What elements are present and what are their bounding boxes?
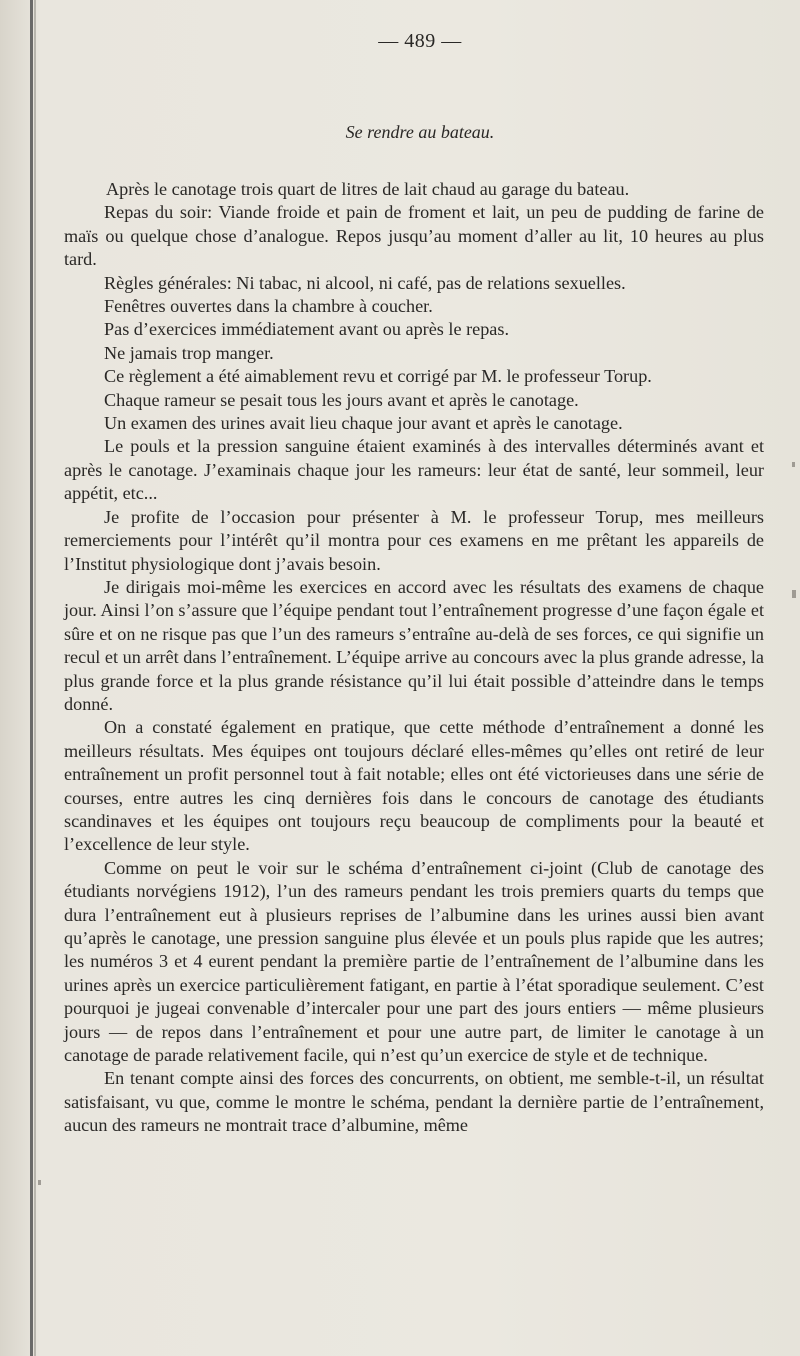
- binding-edge: [30, 0, 33, 1356]
- binding-shadow: [34, 0, 36, 1356]
- paragraph: Fenêtres ouvertes dans la chambre à coucher.: [104, 296, 433, 317]
- scan-speck: [38, 1180, 41, 1185]
- page-number: — 489 —: [378, 30, 462, 52]
- paragraph: Un examen des urines avait lieu chaque jour avant et après le canotage.: [104, 413, 623, 434]
- body-text: [64, 178, 764, 1138]
- paragraph: Je profite de l’occasion pour présenter à M. le professeur Torup, mes meilleurs remerciements pour l’intérêt qu’il montra pour ces examens en me prêtant les appareils de l’Institut physiologique dont j’avais besoin.: [64, 506, 764, 574]
- paragraph: Ce règlement a été aimablement revu et corrigé par M. le professeur Torup.: [104, 366, 652, 387]
- section-title: Se rendre au bateau.: [345, 122, 495, 142]
- paragraph: Pas d’exercices immédiatement avant ou après le repas.: [104, 319, 510, 340]
- paragraph: Comme on peut le voir sur le schéma d’entraînement ci-joint (Club de canotage des étudiants norvégiens 1912), l’un des rameurs pendant les trois premiers quarts du temps que dura l’entraînement eut à plusieurs reprises de l’albumine dans les urines aussi bien avant qu’après le canotage, une pression sanguine plus élevée et un pouls plus rapide que les autres; les numéros 3 et 4 eurent pendant la première partie de l’entraînement de l’albumine dans les urines après un exercice particulièrement fatigant, en partie à l’état sporadique seulement. C’est pourquoi je jugeai convenable d’intercaler pour une part des jours entiers — même plusieurs jours — de repos dans l’entraînement et pour une autre part, de limiter le canotage à un canotage de parade relativement facile, qui n’est qu’un exercice de style et de technique.: [64, 857, 764, 1066]
- paragraph: Ne jamais trop manger.: [104, 342, 274, 363]
- paragraph: Repas du soir: Viande froide et pain de froment et lait, un peu de pudding de farine de maïs ou quelque chose d’analogue. Repos jusqu’au moment d’aller au lit, 10 heures au plus tard.: [64, 202, 764, 270]
- paragraph: Chaque rameur se pesait tous les jours avant et après le canotage.: [104, 389, 579, 410]
- paragraph: Règles générales: Ni tabac, ni alcool, ni café, pas de relations sexuelles.: [104, 272, 626, 293]
- scan-speck: [792, 590, 796, 598]
- paragraph: Après le canotage trois quart de litres de lait chaud au garage du bateau.: [106, 179, 630, 199]
- paragraph: Je dirigais moi-même les exercices en accord avec les résultats des examens de chaque jour. Ainsi l’on s’assure que l’équipe pendant tout l’entraînement progresse d’une façon égale et sûre et on ne risque pas que l’un des rameurs s’entraîne au-delà de ses forces, ce qui signifie un recul et un arrêt dans l’entraînement. L’équipe arrive au concours avec la plus grande adresse, la plus grande force et la plus grande résistance qu’il lui était possible d’atteindre dans le temps donné.: [64, 576, 764, 714]
- paragraph: On a constaté également en pratique, que cette méthode d’entraînement a donné les meilleurs résultats. Mes équipes ont toujours déclaré elles-mêmes qu’elles ont retiré de leur entraînement un profit personnel tout à fait notable; elles ont été victorieuses dans une série de courses, entre autres les cinq dernières fois dans le concours de canotage des étudiants scandinaves et les équipes ont toujours reçu beaucoup de compliments pour la beauté et l’excellence de leur style.: [64, 717, 764, 855]
- paragraph: En tenant compte ainsi des forces des concurrents, on obtient, me semble-t-il, un résultat satisfaisant, vu que, comme le montre le schéma, pendant la dernière partie de l’entraînement, aucun des rameurs ne montrait trace d’albumine, même: [64, 1068, 764, 1136]
- scan-speck: [792, 462, 795, 467]
- paragraph: Le pouls et la pression sanguine étaient examinés à des intervalles déterminés avant et après le canotage. J’examinais chaque jour les rameurs: leur état de santé, leur sommeil, leur appétit, etc...: [64, 436, 764, 504]
